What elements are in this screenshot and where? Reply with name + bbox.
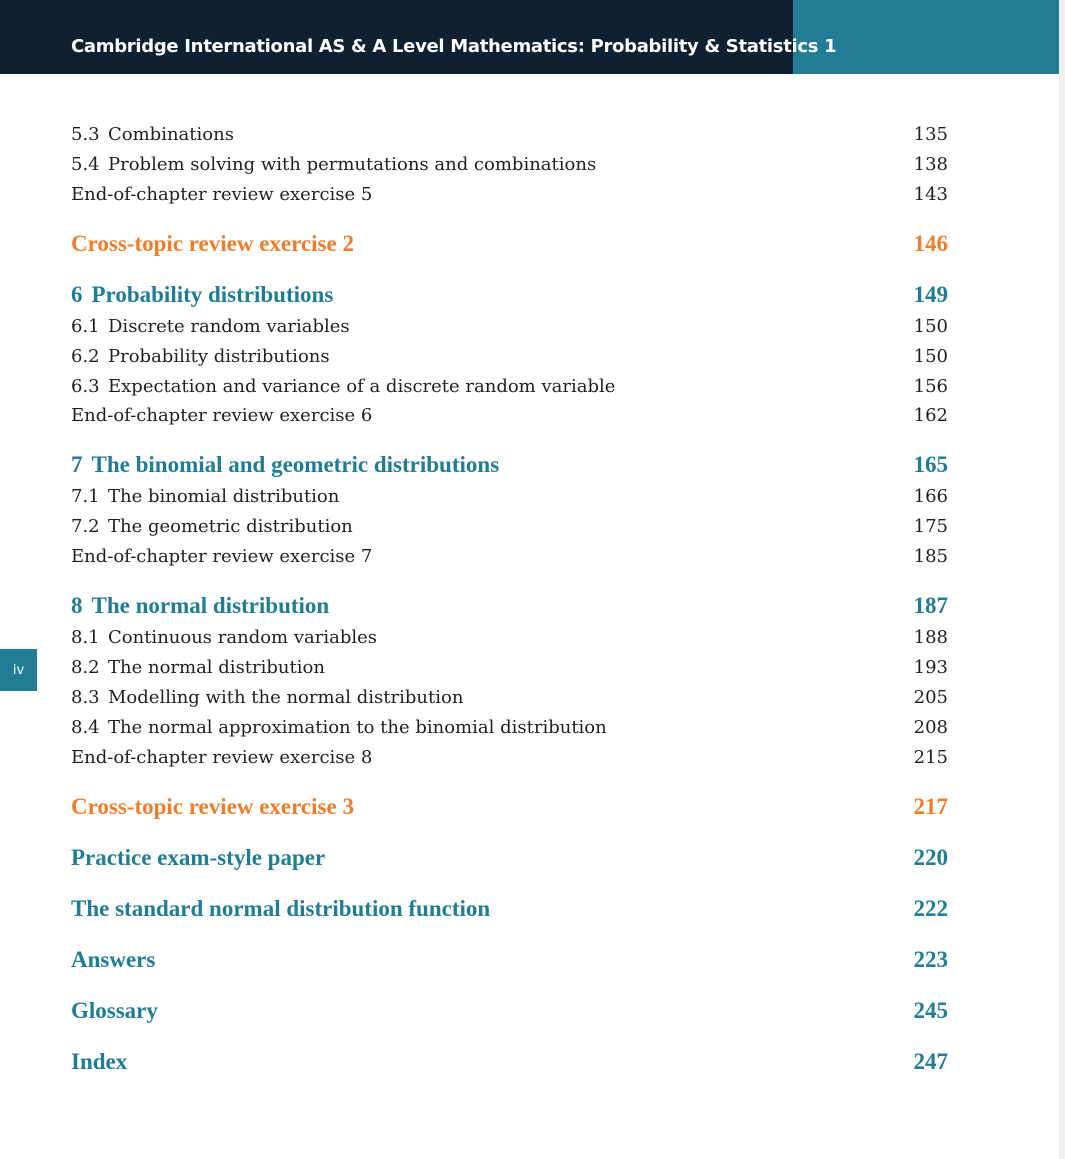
- section-title: The normal distribution: [108, 657, 325, 678]
- page-ref: 149: [913, 282, 948, 307]
- section-number: 6.1: [71, 316, 100, 337]
- toc-entry-review-7[interactable]: [71, 546, 948, 567]
- toc-entry-chapter-8[interactable]: [71, 593, 948, 619]
- toc-entry-review-6[interactable]: [71, 405, 948, 426]
- section-title: Combinations: [108, 124, 234, 145]
- toc-entry-8-4[interactable]: [71, 717, 948, 738]
- back-matter-title: Answers: [71, 947, 156, 972]
- review-title: End-of-chapter review exercise 8: [71, 747, 373, 768]
- toc-entry-standard-normal-table[interactable]: [71, 896, 948, 922]
- toc-entry-6-1[interactable]: [71, 316, 948, 337]
- toc-entry-6-2[interactable]: [71, 346, 948, 367]
- page-ref: 217: [913, 794, 948, 819]
- cross-topic-title: Cross-topic review exercise 3: [71, 794, 354, 819]
- page-ref: 205: [913, 687, 948, 708]
- toc-entry-cross-topic-2[interactable]: [71, 231, 948, 257]
- section-title: Modelling with the normal distribution: [108, 687, 464, 708]
- page-ref: 150: [913, 346, 948, 367]
- page-ref: 222: [913, 896, 948, 921]
- section-title: Probability distributions: [108, 346, 330, 367]
- page-ref: 175: [913, 516, 948, 537]
- section-number: 6.2: [71, 346, 100, 367]
- section-number: 8.2: [71, 657, 100, 678]
- toc-entry-5-3[interactable]: [71, 124, 948, 145]
- toc-entry-chapter-6[interactable]: [71, 282, 948, 308]
- toc-entry-6-3[interactable]: [71, 376, 948, 397]
- page-ref: 146: [913, 231, 948, 256]
- toc-entry-review-8[interactable]: [71, 747, 948, 768]
- review-title: End-of-chapter review exercise 7: [71, 546, 373, 567]
- toc-entry-practice-paper[interactable]: [71, 845, 948, 871]
- review-title: End-of-chapter review exercise 5: [71, 184, 373, 205]
- page-ref: 245: [913, 998, 948, 1023]
- page-ref: 135: [913, 124, 948, 145]
- toc-entry-answers[interactable]: [71, 947, 948, 973]
- chapter-title: The binomial and geometric distributions: [91, 452, 500, 477]
- section-title: The normal approximation to the binomial distribution: [108, 717, 607, 738]
- section-number: 8.3: [71, 687, 100, 708]
- cross-topic-title: Cross-topic review exercise 2: [71, 231, 354, 256]
- section-number: 5.3: [71, 124, 100, 145]
- page-ref: 187: [913, 593, 948, 618]
- page-ref: 220: [913, 845, 948, 870]
- page-ref: 208: [913, 717, 948, 738]
- toc-entry-glossary[interactable]: [71, 998, 948, 1024]
- back-matter-title: Glossary: [71, 998, 158, 1023]
- section-number: 7.1: [71, 486, 100, 507]
- section-number: 5.4: [71, 154, 100, 175]
- page-ref: 193: [913, 657, 948, 678]
- page-ref: 165: [913, 452, 948, 477]
- page-number-tab: iv: [0, 649, 37, 691]
- page-ref: 185: [913, 546, 948, 567]
- section-title: The binomial distribution: [108, 486, 340, 507]
- toc-entry-7-1[interactable]: [71, 486, 948, 507]
- section-number: 8.4: [71, 717, 100, 738]
- section-title: Continuous random variables: [108, 627, 378, 648]
- back-matter-title: Index: [71, 1049, 128, 1074]
- page-ref: 150: [913, 316, 948, 337]
- page-ref: 162: [913, 405, 948, 426]
- toc-entry-7-2[interactable]: [71, 516, 948, 537]
- chapter-title: Probability distributions: [91, 282, 334, 307]
- book-title: Cambridge International AS & A Level Mathematics: Probability & Statistics 1: [71, 36, 837, 57]
- toc-entry-cross-topic-3[interactable]: [71, 794, 948, 820]
- toc-entry-8-2[interactable]: [71, 657, 948, 678]
- section-number: 7.2: [71, 516, 100, 537]
- page-ref: 223: [913, 947, 948, 972]
- section-title: The geometric distribution: [108, 516, 353, 537]
- page-right-edge: [1059, 0, 1065, 1159]
- page-ref: 143: [913, 184, 948, 205]
- back-matter-title: Practice exam-style paper: [71, 845, 326, 870]
- back-matter-title: The standard normal distribution function: [71, 896, 491, 921]
- toc-entry-review-5[interactable]: [71, 184, 948, 205]
- page-ref: 188: [913, 627, 948, 648]
- chapter-title: The normal distribution: [91, 593, 330, 618]
- page-ref: 247: [913, 1049, 948, 1074]
- toc-entry-chapter-7[interactable]: [71, 452, 948, 478]
- chapter-number: 6: [71, 282, 83, 307]
- page-ref: 166: [913, 486, 948, 507]
- page-ref: 215: [913, 747, 948, 768]
- chapter-number: 7: [71, 452, 83, 477]
- page-ref: 138: [913, 154, 948, 175]
- section-number: 8.1: [71, 627, 100, 648]
- toc-entry-8-1[interactable]: [71, 627, 948, 648]
- review-title: End-of-chapter review exercise 6: [71, 405, 373, 426]
- toc-entry-5-4[interactable]: [71, 154, 948, 175]
- section-title: Expectation and variance of a discrete random variable: [108, 376, 616, 397]
- section-title: Discrete random variables: [108, 316, 350, 337]
- toc-entry-index[interactable]: [71, 1049, 948, 1075]
- page-ref: 156: [913, 376, 948, 397]
- chapter-number: 8: [71, 593, 83, 618]
- section-number: 6.3: [71, 376, 100, 397]
- toc-entry-8-3[interactable]: [71, 687, 948, 708]
- section-title: Problem solving with permutations and combinations: [108, 154, 597, 175]
